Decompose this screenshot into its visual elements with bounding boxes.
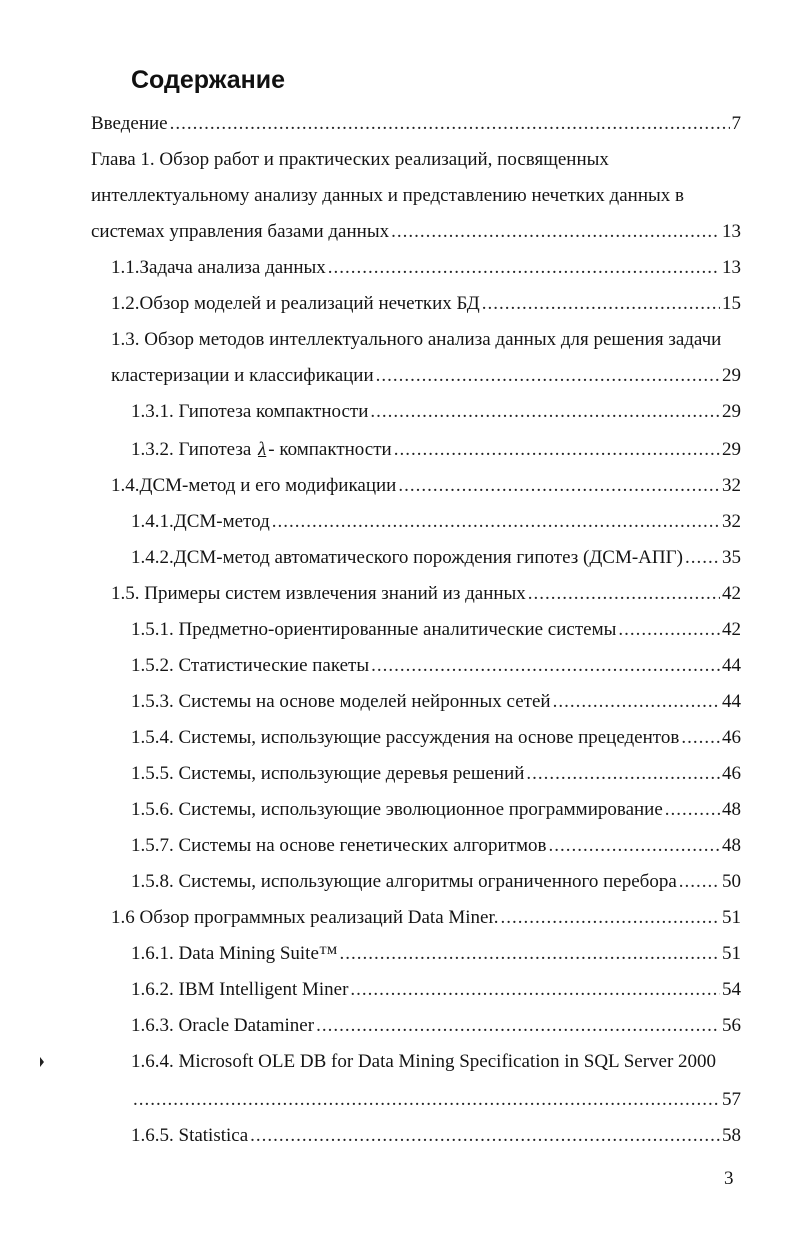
toc-leader-dots xyxy=(272,509,720,535)
toc-entry-title: 1.5.5. Системы, использующие деревья решений xyxy=(131,763,525,784)
toc-leader-dots xyxy=(482,291,720,317)
toc-entry-title: 1.6.3. Oracle Dataminer xyxy=(131,1015,315,1036)
toc-entry-page: 29 xyxy=(722,401,741,422)
toc-entry-title: 1.5.7. Системы на основе генетических алгоритмов xyxy=(131,835,547,856)
toc-entry-title: 1.5.8. Системы, использующие алгоритмы ограниченного перебора xyxy=(131,871,677,892)
toc-entry-page: 51 xyxy=(722,943,741,964)
toc-entry-1-3-1[interactable] xyxy=(131,399,741,425)
toc-entry-title: 1.3.1. Гипотеза компактности xyxy=(131,401,369,422)
toc-leader-dots xyxy=(681,725,720,751)
toc-entry-1-5-1[interactable] xyxy=(131,617,741,643)
toc-entry-introduction[interactable] xyxy=(91,111,741,137)
toc-entry-title: 1.4.ДСМ-метод и его модификации xyxy=(111,475,397,496)
toc-entry-page: 51 xyxy=(722,907,741,928)
toc-leader-dots xyxy=(665,797,720,823)
toc-entry-page: 54 xyxy=(722,979,741,1000)
toc-entry-title: 1.6.1. Data Mining Suite™ xyxy=(131,943,338,964)
toc-entry-1-6-4-line1: 1.6.4. Microsoft OLE DB for Data Mining Specification in SQL Server 2000 xyxy=(131,1051,717,1072)
toc-entry-page: 57 xyxy=(722,1089,741,1110)
toc-leader-dots xyxy=(316,1013,720,1039)
toc-entry-title: 1.5.2. Статистические пакеты xyxy=(131,655,370,676)
toc-entry-title: 1.5.6. Системы, использующие эволюционное программирование xyxy=(131,799,663,820)
toc-entry-title: 1.5.1. Предметно-ориентированные аналитические системы xyxy=(131,619,617,640)
toc-leader-dots xyxy=(398,473,720,499)
toc-entry-1-5-3[interactable] xyxy=(131,689,741,715)
toc-entry-title: 1.6 Обзор программных реализаций Data Miner. xyxy=(111,907,499,928)
toc-entry-1-5-7[interactable] xyxy=(131,833,741,859)
toc-entry-1-4[interactable] xyxy=(111,473,741,499)
toc-entry-title: 1.6.2. IBM Intelligent Miner xyxy=(131,979,349,1000)
toc-entry-page: 29 xyxy=(722,365,741,386)
toc-entry-page: 56 xyxy=(722,1015,741,1036)
toc-entry-1-4-2[interactable] xyxy=(131,545,741,571)
toc-entry-1-5[interactable] xyxy=(111,581,741,607)
toc-entry-title: 1.6.5. Statistica xyxy=(131,1125,249,1146)
page-number: 3 xyxy=(724,1168,734,1189)
toc-leader-dots xyxy=(170,111,730,137)
toc-entry-page: 48 xyxy=(722,799,741,820)
toc-entry-1-6-4[interactable] xyxy=(131,1087,741,1113)
toc-entry-title: 1.1.Задача анализа данных xyxy=(111,257,326,278)
toc-entry-page: 44 xyxy=(722,655,741,676)
toc-entry-chapter1-line1: Глава 1. Обзор работ и практических реализаций, посвященных xyxy=(91,149,609,170)
toc-leader-dots xyxy=(618,617,720,643)
toc-entry-page: 35 xyxy=(722,547,741,568)
toc-entry-1-3[interactable] xyxy=(111,363,741,389)
toc-entry-1-5-8[interactable] xyxy=(131,869,741,895)
toc-entry-title: кластеризации и классификации xyxy=(111,365,374,386)
toc-entry-page: 13 xyxy=(722,257,741,278)
scan-mark-icon xyxy=(40,1057,44,1067)
toc-entry-1-6-1[interactable] xyxy=(131,941,741,967)
lambda-symbol: λ xyxy=(258,439,267,460)
toc-entry-title: 1.5.3. Системы на основе моделей нейронных сетей xyxy=(131,691,551,712)
toc-entry-title: системах управления базами данных xyxy=(91,221,390,242)
toc-entry-1-2[interactable] xyxy=(111,291,741,317)
page-title: Содержание xyxy=(131,66,286,94)
toc-entry-title: Введение xyxy=(91,113,168,134)
toc-entry-title xyxy=(131,437,392,463)
toc-entry-page: 58 xyxy=(722,1125,741,1146)
toc-entry-page: 42 xyxy=(722,583,741,604)
toc-entry-page: 50 xyxy=(722,871,741,892)
toc-entry-1-1[interactable] xyxy=(111,255,741,281)
toc-entry-1-5-2[interactable] xyxy=(131,653,741,679)
toc-entry-page: 32 xyxy=(722,475,741,496)
toc-entry-page: 42 xyxy=(722,619,741,640)
toc-entry-page: 13 xyxy=(722,221,741,242)
toc-leader-dots xyxy=(685,545,720,571)
toc-entry-1-3-2[interactable] xyxy=(131,437,741,463)
toc-leader-dots xyxy=(548,833,720,859)
toc-leader-dots xyxy=(528,581,720,607)
toc-entry-page: 15 xyxy=(722,293,741,314)
toc-leader-dots xyxy=(370,399,720,425)
toc-entry-1-6-3[interactable] xyxy=(131,1013,741,1039)
toc-entry-1-6-2[interactable] xyxy=(131,977,741,1003)
toc-entry-1-5-4[interactable] xyxy=(131,725,741,751)
toc-entry-chapter1[interactable] xyxy=(91,219,741,245)
toc-leader-dots xyxy=(328,255,720,281)
toc-entry-page: 46 xyxy=(722,727,741,748)
toc-leader-dots xyxy=(391,219,720,245)
toc-entry-title: 1.2.Обзор моделей и реализаций нечетких БД xyxy=(111,293,480,314)
toc-entry-page: 48 xyxy=(722,835,741,856)
toc-leader-dots xyxy=(340,941,721,967)
toc-leader-dots xyxy=(371,653,720,679)
toc-leader-dots xyxy=(501,905,720,931)
toc-entry-title-part: 1.3.2. Гипотеза xyxy=(131,439,252,460)
toc-leader-dots xyxy=(376,363,720,389)
toc-entry-page: 44 xyxy=(722,691,741,712)
toc-entry-title-part: - компактности xyxy=(268,439,392,460)
toc-entry-title: 1.5. Примеры систем извлечения знаний из данных xyxy=(111,583,526,604)
toc-entry-1-5-5[interactable] xyxy=(131,761,741,787)
toc-leader-dots xyxy=(526,761,720,787)
toc-entry-page: 29 xyxy=(722,439,741,460)
toc-leader-dots xyxy=(553,689,720,715)
toc-entry-title: 1.4.1.ДСМ-метод xyxy=(131,511,270,532)
toc-leader-dots xyxy=(350,977,720,1003)
toc-leader-dots xyxy=(133,1087,720,1113)
toc-entry-1-6[interactable] xyxy=(111,905,741,931)
toc-entry-page: 46 xyxy=(722,763,741,784)
toc-entry-1-3-line1: 1.3. Обзор методов интеллектуального анализа данных для решения задачи xyxy=(111,329,722,350)
toc-entry-page: 32 xyxy=(722,511,741,532)
toc-entry-title: 1.5.4. Системы, использующие рассуждения на основе прецедентов xyxy=(131,727,680,748)
toc-entry-page: 7 xyxy=(731,113,741,134)
toc-entry-chapter1-line2: интеллектуальному анализу данных и представлению нечетких данных в xyxy=(91,185,684,206)
toc-leader-dots xyxy=(394,437,720,463)
toc-entry-1-5-6[interactable] xyxy=(131,797,741,823)
toc-entry-1-4-1[interactable] xyxy=(131,509,741,535)
toc-leader-dots xyxy=(679,869,720,895)
toc-entry-title: 1.4.2.ДСМ-метод автоматического порождения гипотез (ДСМ-АПГ) xyxy=(131,547,683,568)
toc-leader-dots xyxy=(250,1123,720,1149)
toc-entry-1-6-5[interactable] xyxy=(131,1123,741,1149)
